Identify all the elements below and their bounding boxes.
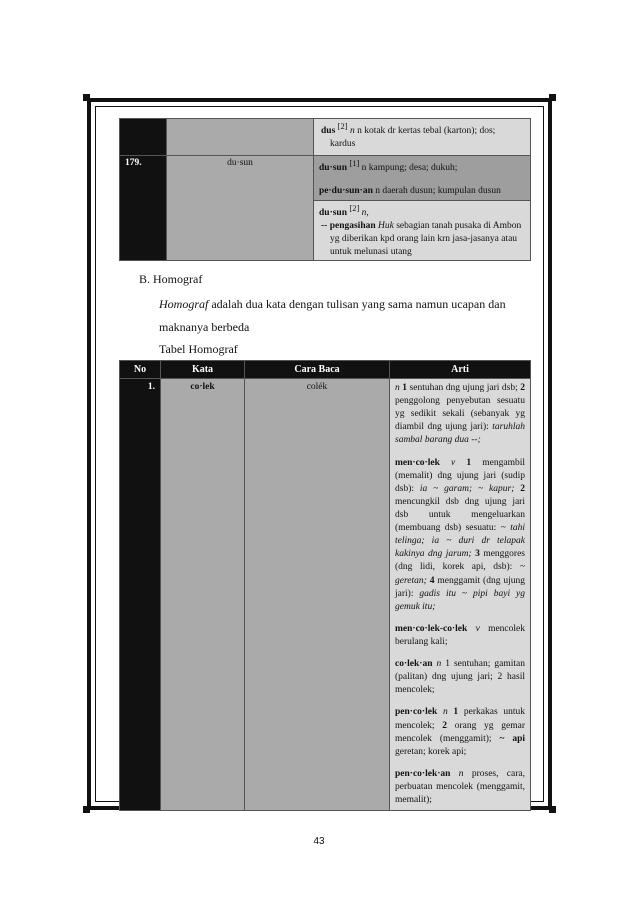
arti-paragraph: men·co·lek-co·lek v mencolek berulang kali; — [395, 623, 525, 647]
header-cara-baca: Cara Baca — [245, 361, 390, 379]
section-paragraph: Homograf adalah dua kata dengan tulisan yang sama namun ucapan dan — [159, 297, 506, 311]
arti-paragraph: pen·co·lek·an n proses, cara, perbuatan mencolek (menggamit, memalit); — [395, 768, 525, 806]
row-number: 179. — [120, 156, 167, 261]
cell-cara-baca: colék — [245, 379, 390, 811]
arti-paragraph: n 1 sentuhan dng ujung jari dsb; 2 penggolong penyebutan sesuatu yg sedikit sekali (sebanyak yg diambil dng ujung jari): taruhlah sambal barang dua --; — [395, 383, 526, 446]
cell-no: 1. — [120, 379, 161, 811]
table-title: Tabel Homograf — [159, 342, 238, 356]
table-row — [120, 119, 531, 156]
arti-paragraph: men·co·lek v 1 mengambil (memalit) dng ujung jari (sudip dsb): ia ~ garam; ~ kapur; 2 mencungkil dsb dng ujung jari dsb untuk mengeluarkan (membuang dsb) sesuatu: ~ tahi telinga; ia ~ duri dr telapak kakinya dng jarum; 3 menggores (dng lidi, korek api, dsb): ~ geretan; 4 menggamit (dng ujung jari): gadis itu ~ pipi bayi yg gemuk itu; — [395, 457, 526, 612]
arti-paragraph: pen·co·lek n 1 perkakas untuk mencolek; 2 orang yg gemar mencolek (menggamit); ~ api geretan; korek api; — [395, 707, 526, 757]
cell-kata: co·lek — [161, 379, 245, 811]
arti-paragraph: co·lek·an n 1 sentuhan; gamitan (palitan) dng ujung jari; 2 hasil mencolek; — [395, 659, 525, 696]
row-word: du·sun — [167, 156, 314, 261]
table-header-row — [120, 361, 531, 379]
section-heading: B. Homograf — [139, 272, 203, 286]
entry-pengasihan: -- pengasihan Huk sebagian tanah pusaka di Ambon yg diberikan kpd orang lain krn jasa-jasanya atau untuk melunasi utang — [321, 220, 522, 257]
entry-dusun-2: du·sun [2] n, — [319, 203, 369, 219]
header-no: No — [120, 361, 161, 379]
homograf-table — [119, 360, 531, 811]
page-number: 43 — [313, 836, 325, 847]
header-kata: Kata — [161, 361, 245, 379]
dictionary-table — [119, 118, 531, 261]
border-corner — [83, 806, 90, 813]
entry-dus: dus [2] n n kotak dr kertas tebal (karton); dos; kardus — [321, 121, 496, 149]
entry-pedusunan: pe·du·sun·an n daerah dusun; kumpulan dusun — [319, 185, 501, 196]
table-row — [120, 379, 531, 811]
table-row — [120, 156, 531, 201]
border-corner — [549, 806, 556, 813]
section-paragraph-line2: maknanya berbeda — [159, 320, 250, 334]
cell-arti — [390, 379, 531, 811]
header-arti: Arti — [390, 361, 531, 379]
border-corner — [549, 94, 556, 101]
border-corner — [83, 94, 90, 101]
entry-dusun-1: du·sun [1] n kampung; desa; dukuh; — [319, 158, 458, 174]
